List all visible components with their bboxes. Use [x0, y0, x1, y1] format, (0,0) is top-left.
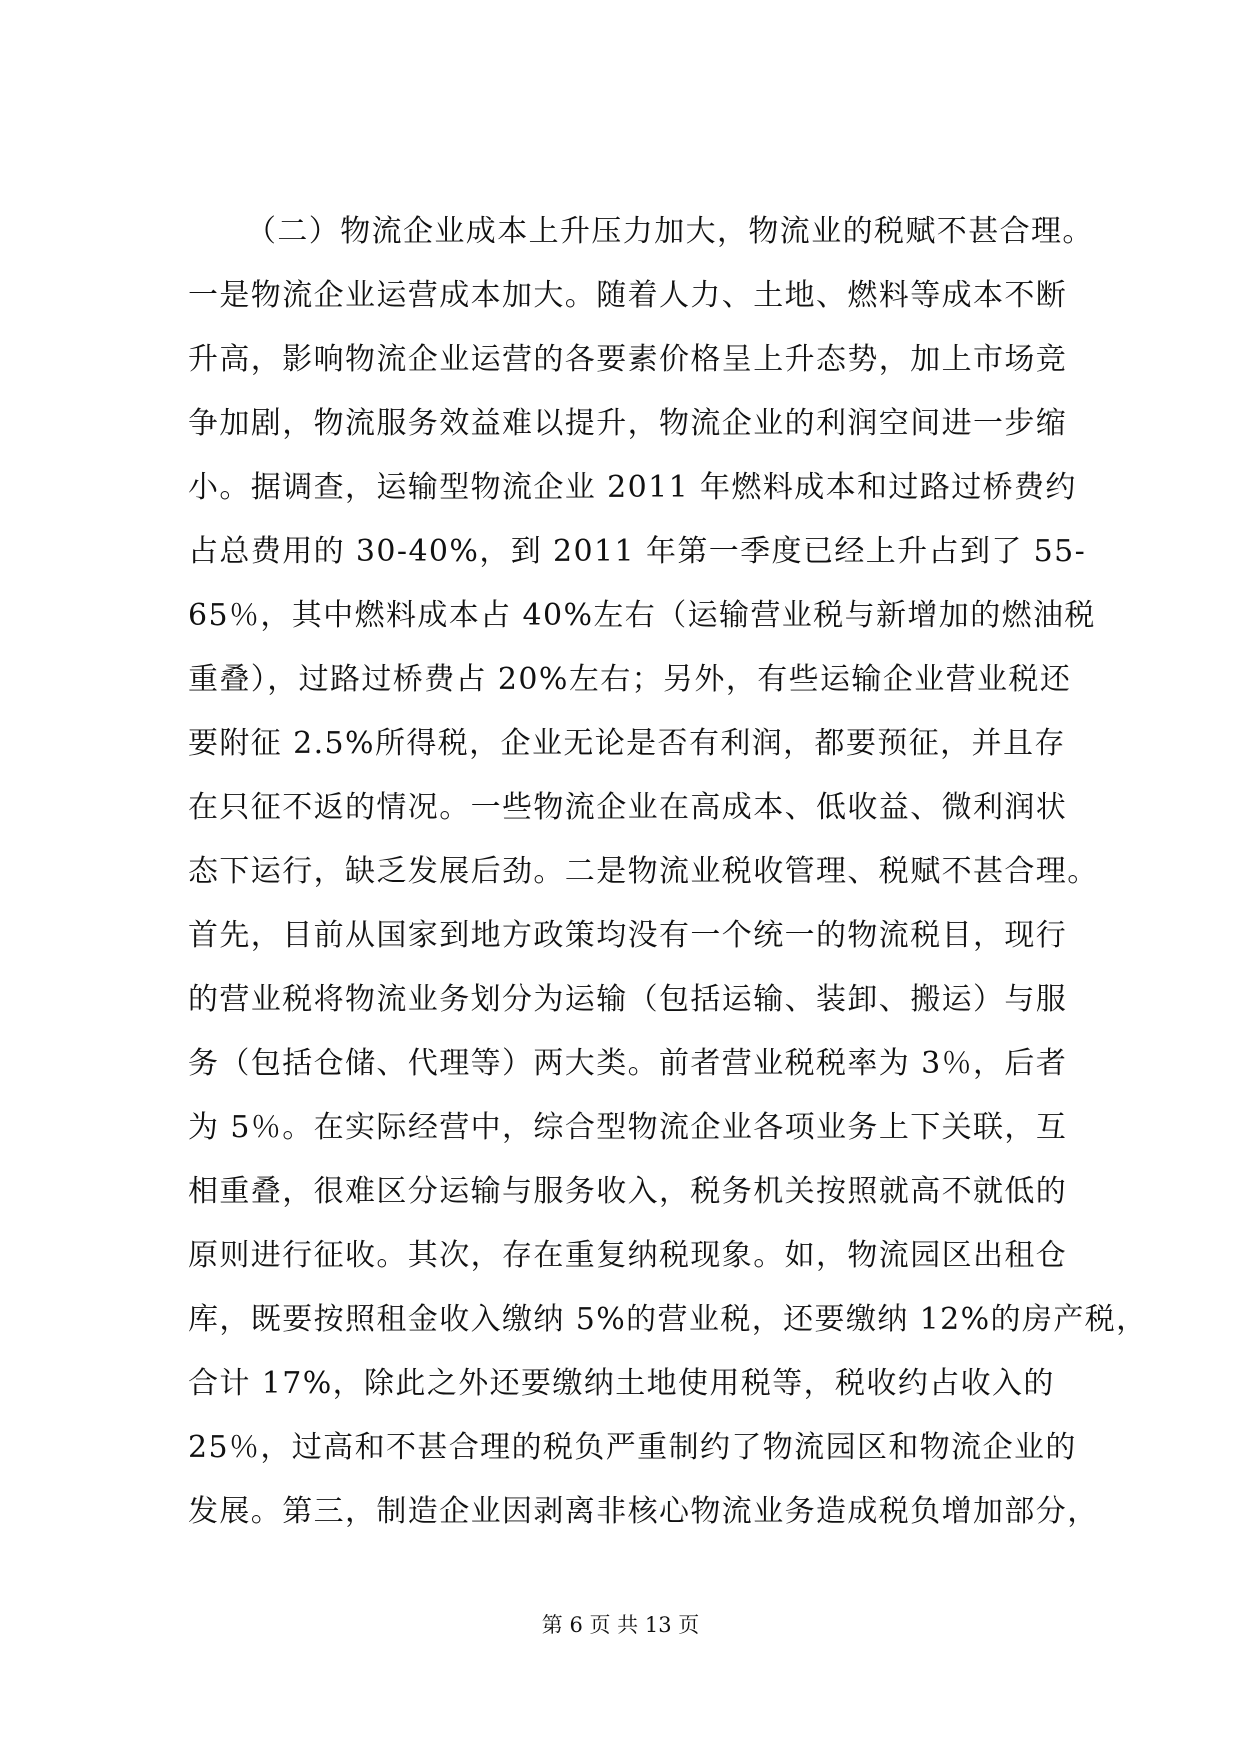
text-line: 务（包括仓储、代理等）两大类。前者营业税税率为 3％，后者 — [188, 1046, 1068, 1081]
text-line: 库，既要按照租金收入缴纳 5%的营业税，还要缴纳 12%的房产税， — [188, 1302, 1148, 1337]
text-line: 相重叠，很难区分运输与服务收入，税务机关按照就高不就低的 — [188, 1174, 1068, 1209]
text-line: 原则进行征收。其次，存在重复纳税现象。如，物流园区出租仓 — [188, 1238, 1068, 1273]
text-line: 升高，影响物流企业运营的各要素价格呈上升态势，加上市场竞 — [188, 342, 1068, 377]
text-line: 一是物流企业运营成本加大。随着人力、土地、燃料等成本不断 — [188, 278, 1068, 313]
text-line: 占总费用的 30-40%，到 2011 年第一季度已经上升占到了 55- — [188, 534, 1087, 569]
text-line: 首先，目前从国家到地方政策均没有一个统一的物流税目，现行 — [188, 918, 1068, 953]
text-line: 合计 17%，除此之外还要缴纳土地使用税等，税收约占收入的 — [188, 1366, 1055, 1401]
text-line: 65％，其中燃料成本占 40%左右（运输营业税与新增加的燃油税 — [188, 598, 1096, 633]
text-line: （二）物流企业成本上升压力加大，物流业的税赋不甚合理。 — [246, 214, 1094, 249]
text-line: 在只征不返的情况。一些物流企业在高成本、低收益、微利润状 — [188, 790, 1068, 825]
text-line: 争加剧，物流服务效益难以提升，物流企业的利润空间进一步缩 — [188, 406, 1068, 441]
page-number-footer: 第 6 页 共 13 页 — [541, 1613, 700, 1637]
text-line: 小。据调查，运输型物流企业 2011 年燃料成本和过路过桥费约 — [188, 470, 1077, 505]
text-line: 态下运行，缺乏发展后劲。二是物流业税收管理、税赋不甚合理。 — [188, 854, 1099, 889]
text-line: 重叠），过路过桥费占 20%左右；另外，有些运输企业营业税还 — [188, 662, 1072, 697]
body-text — [188, 200, 1148, 1544]
text-line: 发展。第三，制造企业因剥离非核心物流业务造成税负增加部分， — [188, 1494, 1099, 1529]
text-line: 25％，过高和不甚合理的税负严重制约了物流园区和物流企业的 — [188, 1430, 1077, 1465]
text-line: 要附征 2.5%所得税，企业无论是否有利润，都要预征，并且存 — [188, 726, 1066, 761]
text-line: 为 5％。在实际经营中，综合型物流企业各项业务上下关联，互 — [188, 1110, 1068, 1145]
text-line: 的营业税将物流业务划分为运输（包括运输、装卸、搬运）与服 — [188, 982, 1068, 1017]
